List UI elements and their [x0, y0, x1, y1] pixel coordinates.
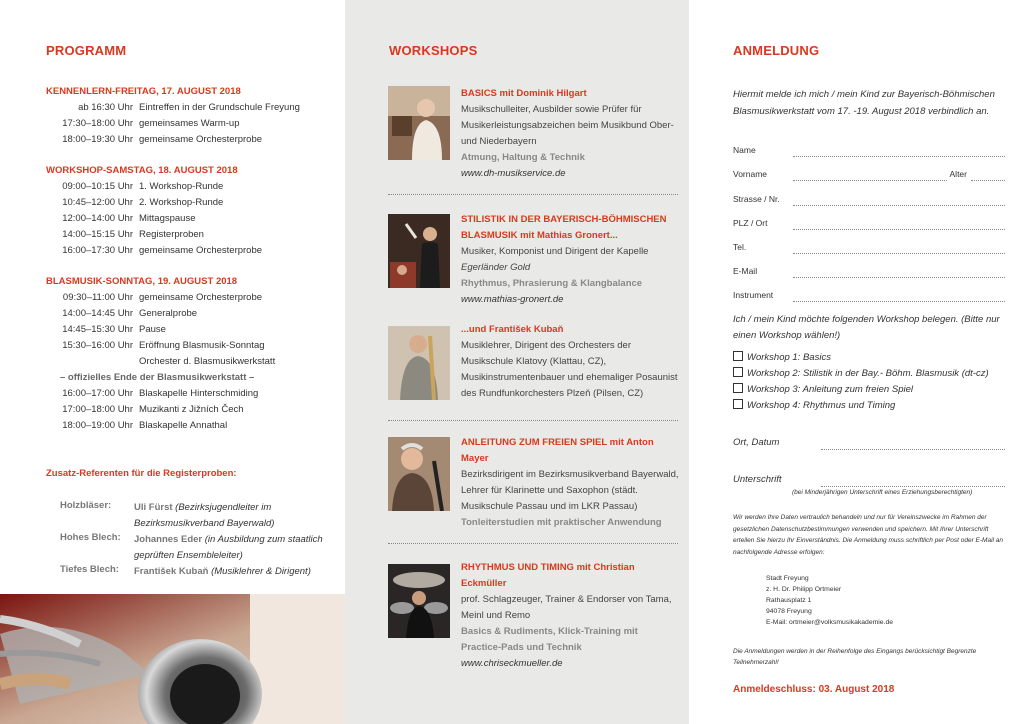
tel-input[interactable]: [793, 253, 1005, 254]
vorname-input[interactable]: [793, 180, 947, 181]
ort-datum-input[interactable]: [821, 449, 1005, 450]
day-title: BLASMUSIK-SONNTAG, 19. AUGUST 2018: [46, 276, 238, 287]
registration-intro: Hiermit melde ich mich / mein Kind zur Bayerisch-Böhmischen Blasmusikwerkstatt vom 17. -19. August 2018 verbindlich an.: [733, 89, 995, 117]
checkbox-icon[interactable]: [733, 399, 743, 409]
ort-datum-field[interactable]: [733, 437, 1005, 450]
registration-deadline: Anmeldeschluss: 03. August 2018: [733, 684, 895, 695]
tel-label: Tel.: [733, 242, 747, 252]
program-row: 16:00–17:00 Uhr Blaskapelle Hinterschmiding: [62, 388, 259, 399]
workshop-choice-note: Ich / mein Kind möchte folgenden Workshop belegen. (Bitte nur einen Workshop wählen!): [733, 314, 1000, 341]
workshop-photo: [388, 326, 450, 400]
strasse-field[interactable]: [733, 194, 1005, 206]
referent-label: Holzbläser:: [60, 500, 112, 511]
address-block: Stadt Freyung z. H. Dr. Philipp Ortmeier Rathausplatz 1 94078 Freyung E-Mail: ortmeier@volksmusikakademie.de: [766, 575, 894, 626]
workshop-option-2[interactable]: Workshop 2: Stilistik in der Bay.- Böhm. Blasmusik (dt-cz): [733, 367, 989, 379]
workshop-title: RHYTHMUS UND TIMING mit Christian Eckmüller: [461, 562, 635, 589]
name-field[interactable]: [733, 145, 1005, 157]
workshop-option-4[interactable]: Workshop 4: Rhythmus und Timing: [733, 399, 895, 411]
program-row: 09:00–10:15 Uhr 1. Workshop-Runde: [62, 181, 224, 192]
workshop-topic: Tonleiterstudien mit praktischer Anwendung: [461, 517, 662, 528]
workshop-title: ...und František Kubaň: [461, 324, 564, 335]
strasse-input[interactable]: [793, 205, 1005, 206]
workshop-description: Musiker, Komponist und Dirigent der Kapelle Egerländer Gold: [461, 246, 649, 273]
program-row: 15:30–16:00 Uhr Eröffnung Blasmusik-Sonntag: [62, 340, 265, 351]
workshop-link[interactable]: www.dh-musikservice.de: [461, 168, 566, 179]
workshop-photo: [388, 214, 450, 288]
program-column: [0, 0, 345, 724]
workshop-photo: [388, 437, 450, 511]
workshop-description: prof. Schlagzeuger, Trainer & Endorser von Tama, Meinl und Remo: [461, 594, 672, 621]
workshop-body: [461, 212, 679, 308]
alter-input[interactable]: [971, 180, 1005, 181]
program-row: 12:00–14:00 Uhr Mittagspause: [62, 213, 196, 224]
checkbox-icon[interactable]: [733, 351, 743, 361]
workshop-body: [461, 86, 679, 182]
workshop-body: [461, 435, 679, 531]
workshop-option-1[interactable]: Workshop 1: Basics: [733, 351, 831, 363]
referenten-title: Zusatz-Referenten für die Registerproben:: [46, 468, 237, 479]
divider: [388, 194, 678, 195]
workshop-topic: Atmung, Haltung & Technik: [461, 152, 585, 163]
signature-field[interactable]: [733, 474, 1005, 487]
program-row: ab 16:30 Uhr Eintreffen in der Grundschule Freyung: [78, 102, 300, 113]
program-row: 14:00–14:45 Uhr Generalprobe: [62, 308, 198, 319]
ort-datum-label: Ort, Datum: [733, 437, 780, 448]
email-field[interactable]: [733, 266, 1005, 278]
workshop-title: STILISTIK IN DER BAYERISCH-BÖHMISCHEN BLASMUSIK mit Mathias Gronert...: [461, 214, 667, 241]
divider: [388, 543, 678, 544]
workshop-topic: Basics & Rudiments, Klick-Training mit Practice-Pads und Technik: [461, 626, 638, 653]
day-title: WORKSHOP-SAMSTAG, 18. AUGUST 2018: [46, 165, 238, 176]
plz-label: PLZ / Ort: [733, 218, 768, 228]
workshop-link[interactable]: www.mathias-gronert.de: [461, 294, 564, 305]
workshop-body: [461, 322, 679, 402]
email-input[interactable]: [793, 277, 1005, 278]
workshop-description: Musiklehrer, Dirigent des Orchesters der Musikschule Klatovy (Klattau, CZ), Musikinstrumentenbauer und ehemaliger Posaunist des Rundfunkorchesters Plzeň (Pilsen, CZ): [461, 340, 678, 399]
instrument-input[interactable]: [793, 301, 1005, 302]
trumpet-photo: [0, 594, 345, 724]
workshop-title: ANLEITUNG ZUM FREIEN SPIEL mit Anton Mayer: [461, 437, 654, 464]
referent-label: Tiefes Blech:: [60, 564, 119, 575]
instrument-field[interactable]: [733, 290, 1005, 302]
program-row: 09:30–11:00 Uhr gemeinsame Orchesterprobe: [62, 292, 263, 303]
referent-label: Hohes Blech:: [60, 532, 121, 543]
program-end-note: – offizielles Ende der Blasmusikwerkstatt –: [60, 372, 255, 383]
program-row: 14:00–15:15 Uhr Registerproben: [62, 229, 204, 240]
program-row: 18:00–19:00 Uhr Blaskapelle Annathal: [62, 420, 228, 431]
email-label: E-Mail: [733, 266, 758, 276]
divider: [388, 420, 678, 421]
program-row: 18:00–19:30 Uhr gemeinsame Orchesterprobe: [62, 134, 263, 145]
name-label: Name: [733, 145, 756, 155]
program-row: 10:45–12:00 Uhr 2. Workshop-Runde: [62, 197, 224, 208]
order-note: Die Anmeldungen werden in der Reihenfolge des Eingangs berücksichtigt Begrenzte Teilnehmerzahl!: [733, 648, 977, 666]
contact-email[interactable]: E-Mail: ortmeier@volksmusikakademie.de: [766, 619, 894, 626]
registration-heading: ANMELDUNG: [733, 43, 820, 58]
workshop-photo: [388, 564, 450, 638]
vorname-label: Vorname: [733, 169, 768, 179]
workshop-description: Bezirksdirigent im Bezirksmusikverband Bayerwald, Lehrer für Klarinette und Saxophon (städt. Musikschule Passau und im LKR Passau): [461, 469, 679, 512]
program-row: 16:00–17:30 Uhr gemeinsame Orchesterprobe: [62, 245, 263, 256]
workshop-option-3[interactable]: Workshop 3: Anleitung zum freien Spiel: [733, 383, 913, 395]
referent-entry: František Kubaň (Musiklehrer & Dirigent): [134, 566, 311, 577]
signature-note: (bei Minderjährigen Unterschrift eines Erziehungsberechtigten): [792, 489, 973, 496]
name-input[interactable]: [793, 156, 1005, 157]
program-row: 14:45–15:30 Uhr Pause: [62, 324, 166, 335]
checkbox-icon[interactable]: [733, 367, 743, 377]
day-title: KENNENLERN-FREITAG, 17. AUGUST 2018: [46, 86, 241, 97]
tel-field[interactable]: [733, 242, 1005, 254]
referent-entry: Uli Fürst (Bezirksjugendleiter im Bezirksmusikverband Bayerwald): [134, 502, 275, 529]
alter-label: Alter: [949, 169, 967, 179]
workshops-column: [345, 0, 689, 724]
workshop-body: [461, 560, 679, 672]
workshop-description: Musikschulleiter, Ausbilder sowie Prüfer für Musikerleistungsabzeichen beim Musikbund Ober- und Niederbayern: [461, 104, 674, 147]
plz-field[interactable]: [733, 218, 1005, 230]
referent-entry: Johannes Eder (in Ausbildung zum staatlich geprüften Ensembleleiter): [134, 534, 323, 561]
program-row: Orchester d. Blasmusikwerkstatt: [139, 356, 276, 367]
signature-label: Unterschrift: [733, 474, 782, 485]
vorname-field[interactable]: [733, 169, 1005, 181]
workshop-photo: [388, 86, 450, 160]
plz-input[interactable]: [793, 229, 1005, 230]
workshops-heading: WORKSHOPS: [389, 43, 478, 58]
workshop-title: BASICS mit Dominik Hilgart: [461, 88, 587, 99]
workshop-topic: Rhythmus, Phrasierung & Klangbalance: [461, 278, 643, 289]
program-heading: PROGRAMM: [46, 43, 127, 58]
program-row: 17:30–18:00 Uhr gemeinsames Warm-up: [62, 118, 240, 129]
workshop-link[interactable]: www.chriseckmueller.de: [461, 658, 563, 669]
instrument-label: Instrument: [733, 290, 774, 300]
checkbox-icon[interactable]: [733, 383, 743, 393]
registration-column: [689, 0, 1023, 724]
privacy-notice: Wir werden Ihre Daten vertraulich behandeln und nur für Vereinszwecke im Rahmen der gesetzlichen Datenschutzbestimmungen verwenden und speichern. Mit Ihrer Unterschrift erteilen Sie hierzu Ihr Einverständnis. Die Anmeldung muss schriftlich per Post oder E-Mail an nachfolgende Adresse erfolgen:: [733, 514, 1003, 556]
strasse-label: Strasse / Nr.: [733, 194, 780, 204]
program-row: 17:00–18:00 Uhr Muzikanti z Jižních Čech: [62, 404, 244, 415]
signature-input[interactable]: [821, 486, 1005, 487]
